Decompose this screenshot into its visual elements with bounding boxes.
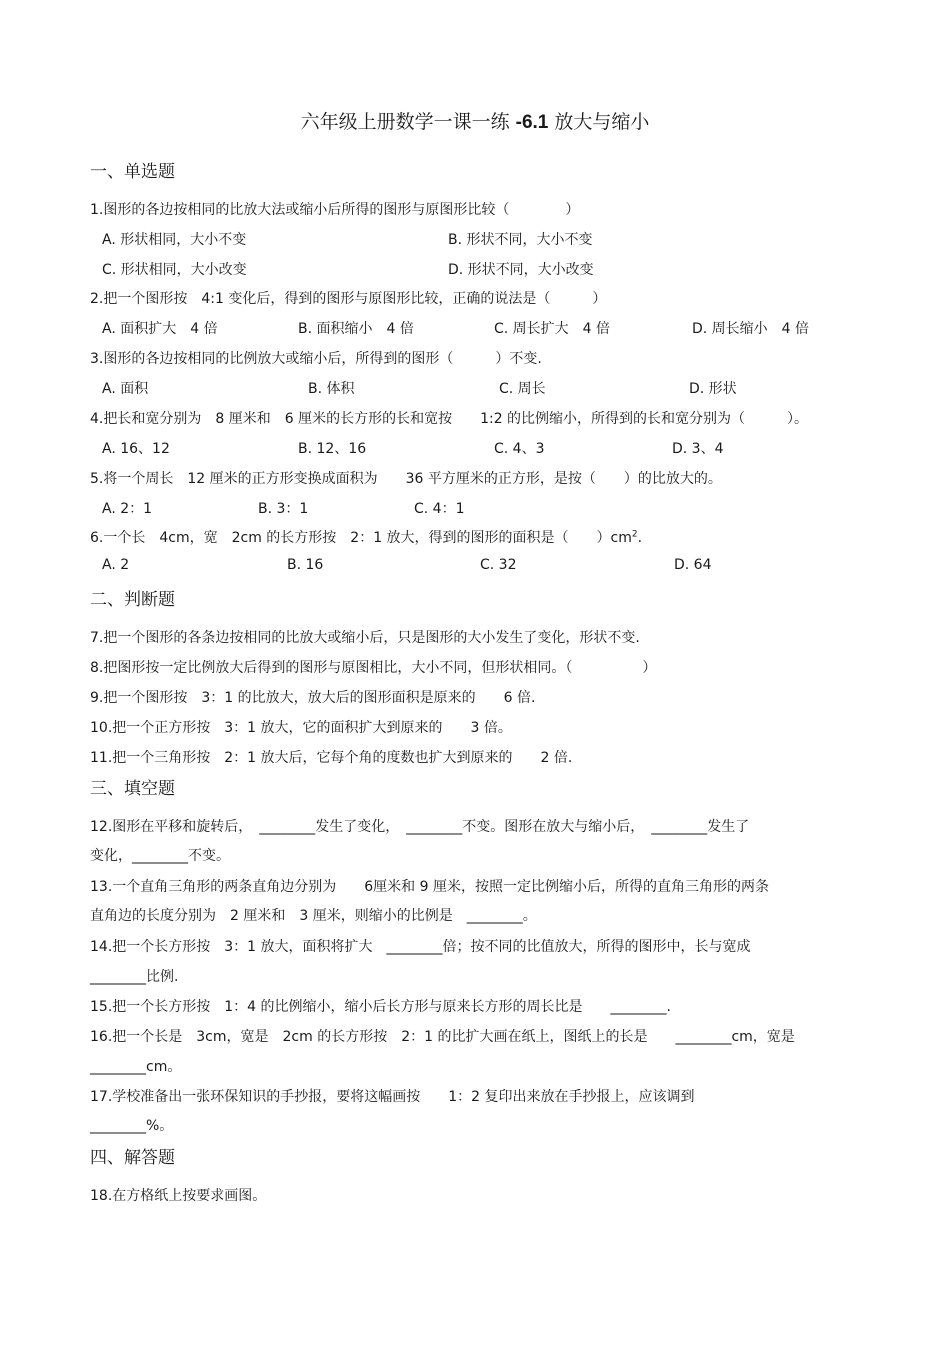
q1-option-a: A. 形状相同，大小不变 <box>102 232 247 248</box>
section-heading-solve: 四、解答题 <box>90 1148 175 1168</box>
q6-option-a: A. 2 <box>102 557 130 573</box>
title-main: 六年级上册数学一课一练 <box>300 111 510 133</box>
question-7: 7.把一个图形的各条边按相同的比放大或缩小后，只是图形的大小发生了变化，形状不变. <box>90 630 640 646</box>
q2-option-d: D. 周长缩小 4 倍 <box>692 321 810 337</box>
section-heading-true-false: 二、判断题 <box>90 590 175 610</box>
q3-option-b: B. 体积 <box>308 381 355 397</box>
q4-option-d: D. 3、4 <box>672 441 724 457</box>
q4-option-a: A. 16、12 <box>102 441 170 457</box>
q6-superscript: 2 <box>631 529 638 540</box>
question-14-line-2: ________比例. <box>90 969 179 985</box>
question-13-line-1: 13.一个直角三角形的两条直角边分别为 6厘米和 9 厘米，按照一定比例缩小后，所得的直角三角形的两条 <box>90 879 769 895</box>
title-suffix: 放大与缩小 <box>554 111 650 133</box>
title-number: -6.1 <box>515 112 549 133</box>
question-18: 18.在方格纸上按要求画图。 <box>90 1188 267 1204</box>
q1-option-c: C. 形状相同，大小改变 <box>102 262 247 278</box>
q1-option-d: D. 形状不同，大小改变 <box>448 262 594 278</box>
question-15: 15.把一个长方形按 1：4 的比例缩小，缩小后长方形与原来长方形的周长比是 ________. <box>90 999 671 1015</box>
q6-option-c: C. 32 <box>480 557 517 573</box>
question-17-line-2: ________%。 <box>90 1118 174 1134</box>
q4-option-b: B. 12、16 <box>298 441 367 457</box>
q5-option-b: B. 3：1 <box>258 501 309 517</box>
question-12-line-1: 12.图形在平移和旋转后， ________发生了变化， ________不变。图形在放大与缩小后， ________发生了 <box>90 819 750 835</box>
q6-option-d: D. 64 <box>674 557 712 573</box>
question-12-line-2: 变化，________不变。 <box>90 848 230 864</box>
q4-option-c: C. 4、3 <box>494 441 545 457</box>
question-14-line-1: 14.把一个长方形按 3：1 放大，面积将扩大 ________倍；按不同的比值放大，所得的图形中，长与宽成 <box>90 939 751 955</box>
question-6 <box>90 527 642 547</box>
section-heading-single-choice: 一、单选题 <box>90 162 175 182</box>
question-17-line-1: 17.学校准备出一张环保知识的手抄报，要将这幅画按 1：2 复印出来放在手抄报上，应该调到 <box>90 1089 695 1105</box>
question-2: 2.把一个图形按 4:1 变化后，得到的图形与原图形比较，正确的说法是（ ） <box>90 291 607 307</box>
q6-end: . <box>637 530 643 546</box>
q3-option-a: A. 面积 <box>102 381 149 397</box>
q6-option-b: B. 16 <box>287 557 324 573</box>
question-5: 5.将一个周长 12 厘米的正方形变换成面积为 36 平方厘米的正方形，是按（ ）的比放大的。 <box>90 471 722 487</box>
q6-stem: 6.一个长 4cm，宽 2cm 的长方形按 2：1 放大，得到的图形的面积是（ ）cm <box>90 530 632 546</box>
q2-option-c: C. 周长扩大 4 倍 <box>494 321 611 337</box>
question-16-line-2: ________cm。 <box>90 1059 182 1075</box>
section-heading-fill-blank: 三、填空题 <box>90 779 175 799</box>
q1-option-b: B. 形状不同，大小不变 <box>448 232 593 248</box>
q3-option-c: C. 周长 <box>499 381 546 397</box>
question-8: 8.把图形按一定比例放大后得到的图形与原图相比，大小不同，但形状相同。（ ） <box>90 660 657 676</box>
question-10: 10.把一个正方形按 3：1 放大，它的面积扩大到原来的 3 倍。 <box>90 720 512 736</box>
question-9: 9.把一个图形按 3：1 的比放大，放大后的图形面积是原来的 6 倍. <box>90 690 536 706</box>
question-11: 11.把一个三角形按 2：1 放大后，它每个角的度数也扩大到原来的 2 倍. <box>90 750 573 766</box>
question-13-line-2: 直角边的长度分别为 2 厘米和 3 厘米，则缩小的比例是 ________。 <box>90 908 537 924</box>
q3-option-d: D. 形状 <box>689 381 737 397</box>
question-4: 4.把长和宽分别为 8 厘米和 6 厘米的长方形的长和宽按 1:2 的比例缩小，所得到的长和宽分别为（ ）。 <box>90 411 809 427</box>
q5-option-c: C. 4：1 <box>414 501 465 517</box>
q2-option-a: A. 面积扩大 4 倍 <box>102 321 218 337</box>
q2-option-b: B. 面积缩小 4 倍 <box>298 321 414 337</box>
question-3: 3.图形的各边按相同的比例放大或缩小后，所得到的图形（ ）不变. <box>90 351 542 367</box>
question-16-line-1: 16.把一个长是 3cm，宽是 2cm 的长方形按 2：1 的比扩大画在纸上，图纸上的长是 ________cm，宽是 <box>90 1029 795 1045</box>
question-1: 1.图形的各边按相同的比放大法或缩小后所得的图形与原图形比较（ ） <box>90 202 580 218</box>
page-title <box>0 107 950 134</box>
q5-option-a: A. 2：1 <box>102 501 153 517</box>
